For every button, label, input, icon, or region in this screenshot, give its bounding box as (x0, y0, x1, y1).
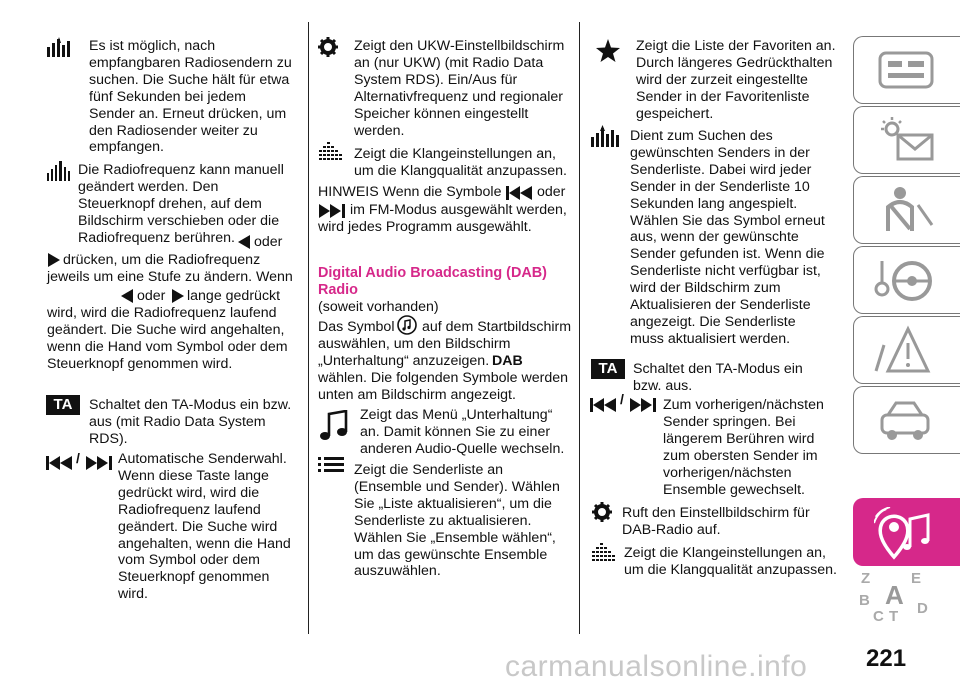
hinweis-c: im FM-Modus ausgewählt werden, wird jedes Programm ausgewählt. (318, 202, 567, 235)
index-letter: T (889, 608, 899, 625)
col1-ta-text: Schaltet den TA-Modus ein bzw. aus (mit Radio Data System RDS). (89, 397, 292, 447)
tab-safety[interactable] (853, 176, 960, 244)
car-dashboard-icon (874, 45, 938, 95)
tab-starting[interactable] (853, 246, 960, 314)
index-letter: B (859, 592, 870, 609)
col1-manual-text-b: drücken, um die Radiofrequenz jeweils um eine Stufe zu ändern. Wenn (47, 252, 293, 285)
ta-icon: TA (591, 359, 625, 379)
index-letter: C (873, 608, 884, 625)
tab-dashboard[interactable] (853, 36, 960, 104)
hinweis-a: HINWEIS Wenn die Symbole (318, 184, 502, 200)
index-letters-icon (853, 568, 953, 632)
road-warning-icon (874, 325, 938, 375)
key-steering-wheel-icon (874, 255, 938, 305)
page-number: 221 (866, 645, 907, 672)
next-track-icon (630, 398, 656, 412)
col3-skip-text: Zum vorherigen/nächsten Sender springen. Bei längerem Berühren wird zum obersten Sender im vorherigen/nächsten Ensemble gewechselt. (663, 397, 824, 498)
star-icon (596, 39, 620, 63)
col2-fm-settings-text: Zeigt den UKW-Einstellbildschirm an (nur UKW) (mit Radio Data System RDS). Ein/Aus für Alternativfrequenz und regionaler Speicher können eingestellt werden. (354, 38, 565, 139)
oder-label: oder (254, 234, 283, 250)
tab-index[interactable] (853, 568, 960, 632)
search-bars-icon (591, 125, 619, 149)
col1-search-text: Es ist möglich, nach empfangbaren Radiosendern zu suchen. Die Suche hält für etwa fünf Sekunden bei jedem Sender an. Erneut drücken, um den Radiosender weiter zu empfangen. (89, 38, 292, 156)
tab-warning-lights[interactable] (853, 106, 960, 174)
oder-label: oder (137, 288, 166, 304)
hinweis-b: oder (537, 184, 566, 200)
slash-label: / (620, 392, 624, 408)
col2-entertainment-text: Zeigt das Menü „Unterhaltung“ an. Damit können Sie zu einer anderen Audio-Quelle wechseln. (360, 407, 565, 457)
dab-text-b: auf dem Startbildschirm auswählen, um den Bildschirm „Unterhaltung“ anzuzeigen. (318, 319, 572, 369)
dab-text-a: Das Symbol (318, 319, 395, 335)
col3-dab-settings-text: Ruft den Einstellbildschirm für DAB-Radio auf. (622, 505, 810, 538)
prev-track-icon (46, 456, 72, 470)
tab-maintenance[interactable] (853, 386, 960, 454)
prev-track-icon (590, 398, 616, 412)
dab-text-c: wählen. Die folgenden Symbole werden unten am Bildschirm angezeigt. (318, 370, 569, 403)
col2-sound-text: Zeigt die Klangeinstellungen an, um die Klangqualität anzupassen. (354, 146, 567, 179)
col3-scan-text: Dient zum Suchen des gewünschten Senders in der Senderliste. Dabei wird jeder Sender in der Senderliste 10 Sekunden lang angespielt. Wählen Sie das Symbol erneut aus, wenn der gewünschte Sender gefunden ist. Wenn die Senderliste nicht verfügbar ist, wird der Bildschirm zum Aktualisieren der Senderliste angezeigt. Die Senderliste muss aktualisiert werden. (630, 128, 825, 347)
ta-icon: TA (46, 395, 80, 415)
col3-favorites-text: Zeigt die Liste der Favoriten an. Durch längeres Gedrückthalten wird der zurzeit eingestellte Sender in der Favoritenliste gespeichert. (636, 38, 836, 122)
tune-manual-icon (47, 161, 73, 183)
column-separator (579, 22, 580, 634)
seatbelt-airbag-icon (874, 185, 938, 235)
col1-auto-text: Automatische Senderwahl. Wenn diese Taste lange gedrückt wird, wird die Radiofrequenz laufend geändert. Die Suche wird angehalten, wenn die Hand vom Symbol oder dem Steuerknopf genommen wird. (118, 451, 291, 603)
equalizer-icon (591, 543, 615, 565)
slash-label: / (76, 451, 80, 467)
column-separator (308, 22, 309, 634)
next-track-icon (86, 456, 112, 470)
music-pin-icon (874, 507, 938, 561)
section-subtitle: (soweit vorhanden) (318, 299, 439, 315)
section-heading: Digital Audio Broadcasting (DAB) Radio (318, 265, 547, 298)
index-letter: E (911, 570, 922, 587)
prev-track-icon (506, 186, 532, 200)
tab-emergency[interactable] (853, 316, 960, 384)
settings-gear-icon (318, 37, 338, 57)
col3-ta-text: Schaltet den TA-Modus ein bzw. aus. (633, 361, 803, 394)
settings-gear-icon (592, 502, 612, 522)
col3-sound-text: Zeigt die Klangeinstellungen an, um die Klangqualität anzupassen. (624, 545, 837, 578)
dab-bold-label: DAB (492, 353, 523, 369)
equalizer-icon (318, 142, 342, 164)
music-note-icon (319, 410, 349, 442)
wrench-car-icon (874, 395, 938, 445)
col2-stationlist-text: Zeigt die Senderliste an (Ensemble und Sender). Wählen Sie „Liste aktualisieren“, um die Senderliste zu aktualisieren. Wählen Sie „Ensemble wählen“, um das gewünschte Ensemble auszuwählen. (354, 462, 560, 580)
index-letter: Z (861, 570, 871, 587)
watermark: carmanualsonline.info (505, 650, 808, 683)
tab-multimedia[interactable] (853, 498, 960, 566)
index-letter: D (917, 600, 928, 617)
list-icon (318, 456, 344, 474)
col1-manual-text-c: lange gedrückt wird, wird die Radiofrequenz laufend geändert. Die Suche wird angehalten, wenn die Hand vom Symbol oder dem Steuerknopf genommen wird. (47, 288, 288, 372)
index-letter: A (885, 580, 904, 610)
left-arrow-icon (238, 235, 250, 249)
warning-light-icon (874, 115, 938, 165)
search-bars-icon (47, 37, 73, 59)
col1-manual-text-a: Die Radiofrequenz kann manuell geändert werden. Den Steuerknopf drehen, auf dem Bildschirm verschieben oder die Radiofrequenz berühren. (78, 162, 284, 246)
